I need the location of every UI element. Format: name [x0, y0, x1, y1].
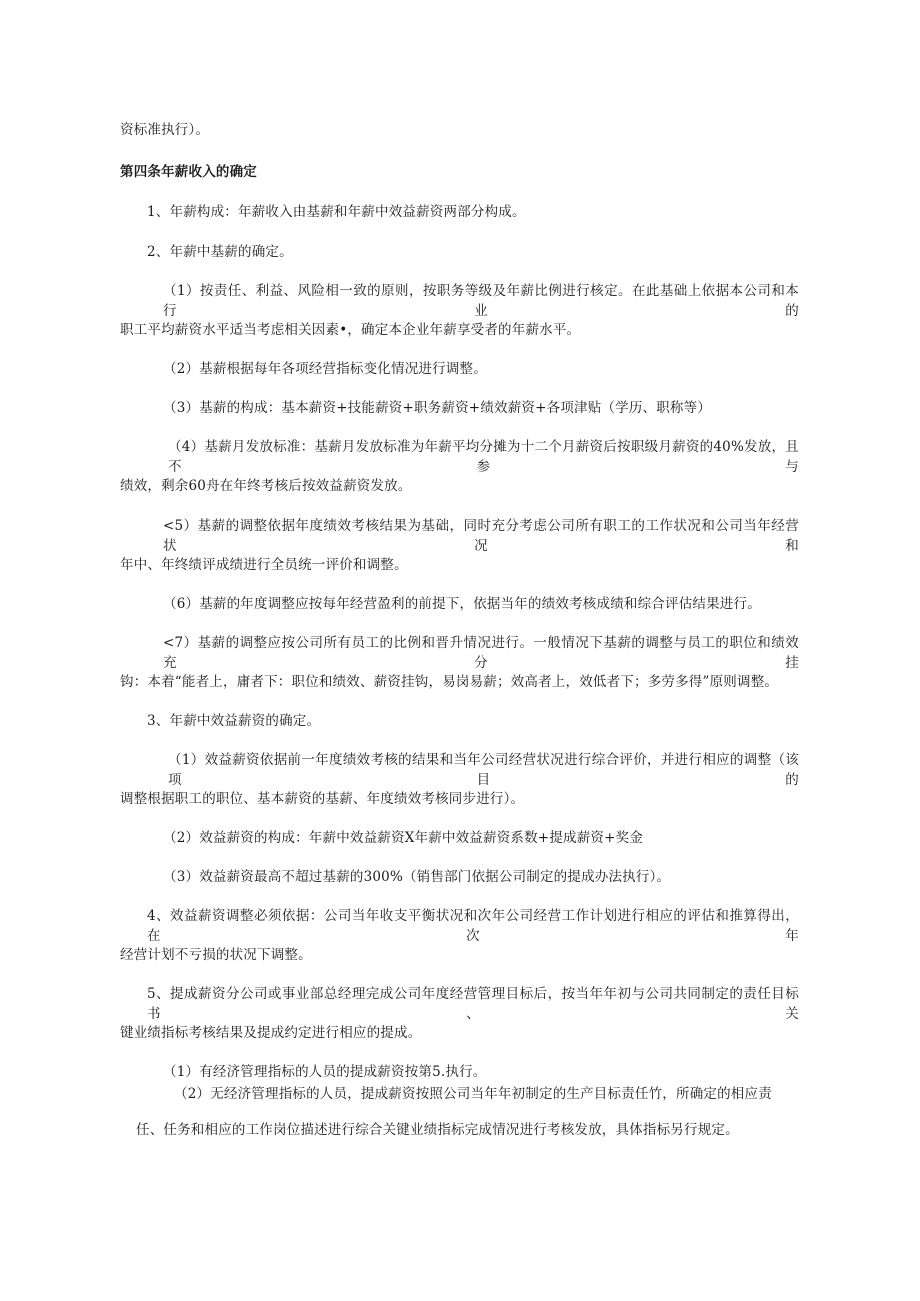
sub-item-2-6-text: （6）基薪的年度调整应按每年经营盈利的前提下，依据当年的绩效考核成绩和综合评估结果进行。 [163, 596, 761, 612]
sub-item-2-5-line-1: <5）基薪的调整依据年度绩效考核结果为基础，同时充分考虑公司所有职工的工作状况和公司当年经营状况和 [163, 518, 799, 554]
sub-item-3-1-line-1: （1）效益薪资依据前一年度绩效考核的结果和当年公司经营状况进行综合评价，并进行相应的调整（该项目的 [168, 752, 799, 788]
paragraph-continuation: 资标准执行）。 [120, 122, 210, 138]
item-4-line-2: 经营计划不亏损的状况下调整。 [120, 947, 312, 963]
item-1-text: 1、年薪构成：年薪收入由基薪和年薪中效益薪资两部分构成。 [147, 204, 526, 220]
sub-item-5-1-text: （1）有经济管理指标的人员的提成薪资按第5.执行。 [163, 1064, 487, 1080]
item-3-text: 3、年薪中效益薪资的确定。 [147, 713, 321, 729]
sub-item-2-7-line-2: 钩：本着“能者上，庸者下：职位和绩效、薪资挂钩，易岗易薪；效高者上，效低者下；多劳多得”原则调整。 [120, 674, 779, 690]
item-5-line-1: 5、提成薪资分公司或事业部总经理完成公司年度经营管理目标后，按当年年初与公司共同制定的责任目标书、关 [147, 986, 799, 1022]
item-2-text: 2、年薪中基薪的确定。 [147, 244, 293, 260]
item-5-line-2: 键业绩指标考核结果及提成约定进行相应的提成。 [120, 1025, 422, 1041]
sub-item-2-1-line-1: （1）按责任、利益、风险相一致的原则，按职务等级及年薪比例进行核定。在此基础上依据本公司和本行业的 [163, 283, 799, 319]
sub-item-3-3-text: （3）效益薪资最高不超过基薪的300%（销售部门依据公司制定的提成办法执行）。 [163, 869, 671, 885]
sub-item-3-2-text: （2）效益薪资的构成：年薪中效益薪资X年薪中效益薪资系数+提成薪资+奖金 [163, 830, 644, 846]
sub-item-2-7-line-1: <7）基薪的调整应按公司所有员工的比例和晋升情况进行。一般情况下基薪的调整与员工的职位和绩效充分挂 [163, 635, 799, 671]
section-heading: 第四条年薪收入的确定 [120, 164, 257, 180]
sub-item-2-1-line-2: 职工平均薪资水平适当考虑相关因素•，确定本企业年薪享受者的年薪水平。 [120, 322, 581, 338]
sub-item-5-2-line-1: （2）无经济管理指标的人员，提成薪资按照公司当年年初制定的生产目标责任竹，所确定的相应责 [174, 1086, 772, 1102]
sub-item-2-2-text: （2）基薪根据每年各项经营指标变化情况进行调整。 [163, 361, 487, 377]
sub-item-2-5-line-2: 年中、年终绩评成绩进行全员统一评价和调整。 [120, 557, 408, 573]
sub-item-2-4-line-1: （4）基薪月发放标准：基薪月发放标准为年薪平均分摊为十二个月薪资后按职级月薪资的40%发放，且不参与 [168, 439, 799, 475]
sub-item-2-3-text: （3）基薪的构成：基本薪资+技能薪资+职务薪资+绩效薪资+各项津贴（学历、职称等） [163, 400, 712, 416]
item-4-line-1: 4、效益薪资调整必须依据：公司当年收支平衡状况和次年公司经营工作计划进行相应的评估和推算得出，在次年 [147, 908, 799, 944]
sub-item-5-2-line-2: 任、任务和相应的工作岗位描述进行综合关键业绩指标完成情况进行考核发放，具体指标另行规定。 [136, 1122, 739, 1138]
sub-item-3-1-line-2: 调整根据职工的职位、基本薪资的基薪、年度绩效考核同步进行）。 [120, 791, 525, 807]
sub-item-2-4-line-2: 绩效，剩余60舟在年终考核后按效益薪资发放。 [120, 478, 412, 494]
